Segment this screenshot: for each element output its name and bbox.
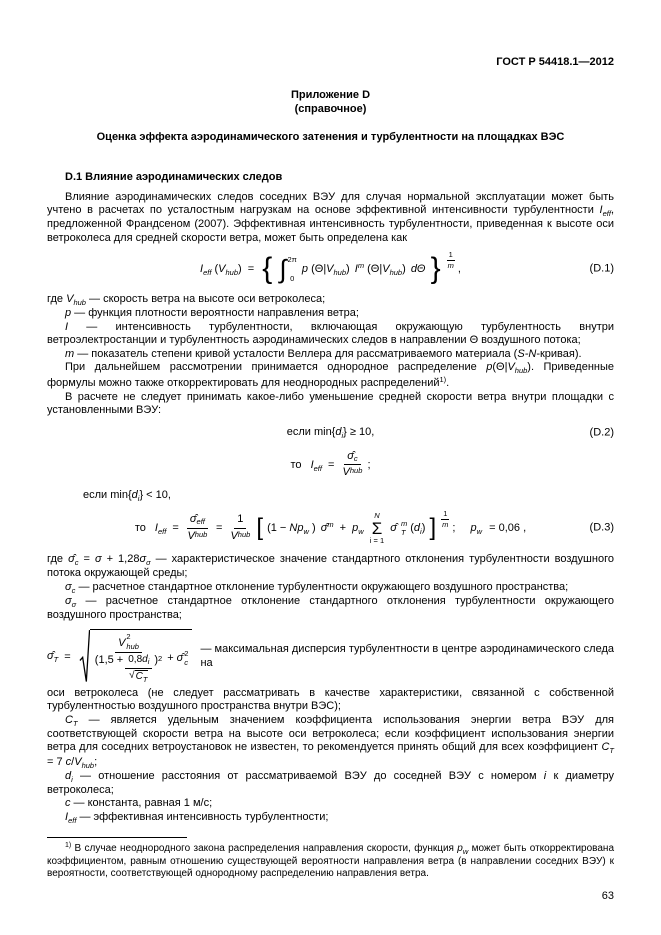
var-C: C [135, 670, 143, 682]
fraction-sigma-over-vhub [343, 450, 363, 481]
exp-numerator: 1 [448, 250, 453, 260]
sup-m: m [357, 261, 365, 271]
pw-value: = 0,06 , [489, 522, 527, 535]
sub-eff: eff [157, 527, 167, 537]
definition-c: c — константа, равная 1 м/с; [65, 797, 213, 810]
sigma-c-subsup [184, 649, 188, 668]
var-V: V [342, 466, 350, 479]
exp-numerator: 1 [443, 509, 448, 519]
doc-number: ГОСТ Р 54418.1—2012 [496, 56, 614, 68]
equals-sign: = [172, 522, 179, 535]
integral [279, 253, 297, 284]
var-V: V [187, 529, 195, 542]
fraction-numerator: 1 [234, 513, 246, 529]
var-V: V [382, 263, 390, 276]
integral-icon: ∫ [279, 253, 287, 284]
sup-m: m [327, 520, 334, 530]
sub-eff: eff [313, 463, 322, 473]
page-title: Оценка эффекта аэродинамического затенения и турбулентности на площадках ВЭС [96, 130, 565, 143]
where-list-i: I — интенсивность турбулентности, включающая окружающую турбулентность внутри ветроэлектростанции и турбулентность аэродинамических следов в направлении Θ воздушного потока; [47, 320, 614, 347]
paren: ) [421, 522, 426, 535]
vhub-subsup [126, 632, 139, 651]
sum-lower-limit: i = 1 [369, 535, 385, 545]
where-list-sigma-sigma: $\sigma_\sigma$ — расчетное стандартное отклонение стандартного отклонения турбулентности окружающего воздушного пространства; [47, 594, 614, 622]
right-brace: } [430, 252, 441, 286]
sigma-t-description-continued: оси ветроколеса (не следует рассматривать в качестве характеристики, связанной с собственной турбулентностью воздушного пространства внутри ВЭС); [47, 687, 614, 713]
exp-denominator: m [447, 260, 454, 270]
where-list-p: p — функция плотности вероятности направления ветра; [65, 307, 359, 320]
sub-eff: eff [196, 517, 205, 527]
equation-d2-label: (D.2) [589, 426, 614, 439]
definition-di: $d_i$ — отношение расстояния от рассматриваемой ВЭУ до соседней ВЭУ с номером i к диаметру ветроколеса; [47, 769, 615, 796]
section-heading: D.1 Влияние аэродинамических следов [65, 170, 283, 183]
sub-hub: hub [194, 529, 208, 539]
sigma-t-definition-row [47, 629, 614, 684]
semicolon: ; [367, 458, 371, 471]
paren: ) [346, 263, 350, 276]
sigma-hat: σ̂ [176, 651, 184, 664]
var-V: V [230, 529, 238, 542]
condition-min-lt-10: если $\min\{d_i\} < 10$, [83, 489, 171, 504]
equation-d1-expression [200, 250, 461, 286]
paragraph-intro: Влияние аэродинамических следов соседних ВЭУ для случая нормальной эксплуатации может быть учтено в расчетах по усталостным нагрузкам на основе эффективной интенсивности турбулентности $I_{eff}$, предложенной Франдсеном (2007). Эффективная интенсивность турбулентности, приведенная к высоте оси ветроколеса для средней скорости ветра, может быть определена как [47, 190, 614, 244]
condition-min-ge-10: если $\min\{d_i\} \ge 10$, [286, 426, 375, 441]
sup-2: 2 [184, 648, 189, 658]
comma: , [457, 263, 461, 276]
summation [370, 512, 384, 544]
equation-d3 [47, 509, 614, 545]
fraction-numerator [125, 654, 152, 669]
sub-c: c [184, 658, 189, 668]
paren-theta: (Θ| [311, 263, 327, 276]
equation-d1 [47, 250, 614, 286]
sigma-t-description: — максимальная дисперсия турбулентности в центре аэродинамического следа на [200, 643, 614, 669]
paren: ) [154, 654, 159, 667]
where-list-m: m — показатель степени кривой усталости Веллера для рассматриваемого материала (S-N-кривая). [65, 347, 582, 360]
inner-fraction [125, 654, 152, 684]
sum-upper-limit: N [374, 511, 380, 521]
square-root-content [90, 629, 193, 684]
sup-m: m [400, 518, 408, 528]
right-bracket: ] [429, 514, 437, 542]
var-d: d [142, 654, 148, 666]
sub-hub: hub [349, 466, 363, 476]
fraction-sigmaeff-over-vhub [187, 513, 208, 544]
term-1-5-plus: (1,5 + [94, 654, 124, 667]
sub-hub: hub [237, 529, 251, 539]
equation-d3-label: (D.3) [589, 521, 614, 534]
equation-d2-condition [47, 426, 614, 440]
sub-T: T [400, 528, 406, 538]
fraction-denominator [343, 465, 363, 480]
paren: ) [402, 263, 406, 276]
var-I: I [200, 263, 204, 276]
equals-sign: = [328, 458, 335, 471]
equation-d2-expression [47, 450, 614, 481]
footnote-text: $^{1)}$ В случае неоднородного закона распределения направления скорости, функция $p_w$ может быть откорректирована коэффициентом, равным отношению существующей вероятности направления ветра (в направлении соседних ВЭУ) к вероятности, соответствующей однородному распределению направления ветра. [47, 841, 615, 880]
where-list-vhub: где $V_{hub}$ — скорость ветра на высоте оси ветроколеса; [47, 293, 326, 308]
var-p: p [470, 522, 477, 535]
where-list-sigma-hat-c: где $\sigmâ_c = \sigma + 1,28\sigma_\sigma$ — характеристическое значение стандартного отклонения турбулентности воздушного потока окружающей среды; [47, 553, 614, 580]
left-bracket: [ [256, 514, 264, 542]
appendix-kind: (справочное) [294, 102, 367, 115]
equals-sign: = [247, 263, 255, 276]
word-to: то [134, 522, 146, 535]
equals-sign: = [215, 522, 223, 535]
paragraph-no-reduction: В расчете не следует принимать какое-либо уменьшение средней скорости ветра внутри площадки с установленными ВЭУ: [47, 390, 614, 417]
overline-content [135, 670, 149, 684]
integral-lower-limit: 0 [290, 274, 295, 284]
definition-ct: $C_T$ — является удельным значением коэффициента использования энергии ветра ВЭУ для соответствующей скорости ветра на высоте оси ветроколеса; если коэффициент использования энергии ветра для соседних ветроустановок не известен, то рекомендуется принять общий для всех коэффициент $C_T = 7$ $c/V_{hub}$; [47, 713, 614, 770]
var-I: I [354, 263, 358, 276]
coef-0-8: 0,8 [128, 654, 143, 666]
term-one-minus: (1 − [267, 522, 287, 535]
paren-theta: (Θ| [367, 263, 383, 276]
sigma-hat: σ̂ [320, 522, 328, 535]
exp-denominator: m [442, 519, 449, 529]
radical-small-icon: √ [129, 669, 135, 681]
plus-sign: + [339, 522, 347, 535]
var-V: V [118, 637, 126, 650]
fraction-one-over-vhub [230, 513, 250, 544]
square-root [79, 629, 193, 684]
paren: ) [311, 522, 316, 535]
fraction-vhub2 [95, 632, 162, 684]
paragraph-uniform-distribution: При дальнейшем рассмотрении принимается однородное распределение $p(\Theta|V_{hub})$. Приведенные формулы можно также откорректировать для неоднородных распределений$^{1)}$. [47, 361, 614, 390]
plus-sign: + [167, 651, 174, 664]
fraction-numerator [344, 450, 360, 466]
integral-upper-limit: 2π [287, 254, 297, 264]
sigma-hat: σ̂ [189, 512, 197, 525]
sub-eff: eff [203, 268, 212, 278]
sigma-hat: σ̂ [347, 449, 354, 462]
var-p: p [297, 522, 304, 535]
left-brace: { [262, 252, 273, 286]
sigma-hat: σ̂ [47, 650, 54, 663]
var-I: I [310, 458, 314, 471]
exponent-one-over-m [447, 250, 455, 270]
sub-w: w [358, 527, 364, 537]
sub-i: i [147, 657, 150, 667]
sup-2: 2 [126, 632, 131, 642]
fraction-denominator [129, 669, 148, 684]
ieff-simple-expression [290, 450, 370, 481]
var-p: p [352, 522, 359, 535]
small-square-root [129, 670, 148, 684]
sub-w: w [303, 527, 309, 537]
equation-d3-expression [134, 509, 527, 545]
var-N: N [289, 522, 298, 535]
equation-d3-condition [47, 489, 614, 503]
var-I: I [154, 522, 158, 535]
var-V: V [326, 263, 334, 276]
differential-theta: dΘ [410, 263, 426, 276]
sub-i: i [420, 527, 422, 537]
radical-icon [79, 629, 90, 684]
paren: ( [410, 522, 414, 535]
word-to: то [290, 458, 302, 471]
sub-hub: hub [225, 268, 239, 278]
semicolon: ; [452, 522, 456, 535]
sigma-hat: σ̂ [390, 522, 397, 535]
pw-term [470, 522, 483, 537]
sub-T: T [53, 655, 59, 665]
sub-hub: hub [389, 268, 403, 278]
appendix-name: Приложение D [290, 89, 371, 102]
sigma-sum-icon: Σ [371, 518, 383, 538]
paren: ( [214, 263, 219, 276]
fraction-denominator [230, 529, 250, 544]
var-d: d [413, 522, 421, 535]
sigma-t-formula [47, 629, 194, 684]
var-V: V [218, 263, 226, 276]
integral-limits [287, 256, 296, 283]
sub-hub: hub [333, 268, 347, 278]
exponent-one-over-m [441, 509, 449, 529]
footnote-divider [47, 837, 187, 838]
sub-hub: hub [126, 641, 139, 651]
definition-ieff: $I_{eff}$ — эффективная интенсивность турбулентности; [65, 810, 329, 825]
fraction-numerator [187, 513, 208, 529]
sub-c: c [353, 453, 358, 463]
sub-T: T [142, 674, 148, 684]
equals-sign: = [64, 650, 71, 663]
sup-2: 2 [158, 654, 163, 664]
where-list-sigma-c: $\sigma_c$ — расчетное стандартное отклонение турбулентности окружающего воздушного пространства; [65, 580, 569, 595]
fraction-denominator [187, 529, 207, 544]
fraction-denominator [95, 653, 162, 684]
page-number: 63 [601, 890, 614, 903]
fraction-numerator [115, 632, 142, 653]
paren: ) [238, 263, 242, 276]
equation-d1-label: (D.1) [589, 262, 614, 275]
var-p: p [301, 263, 309, 276]
sub-w: w [476, 527, 483, 537]
sigma-t-subsup [401, 519, 407, 538]
